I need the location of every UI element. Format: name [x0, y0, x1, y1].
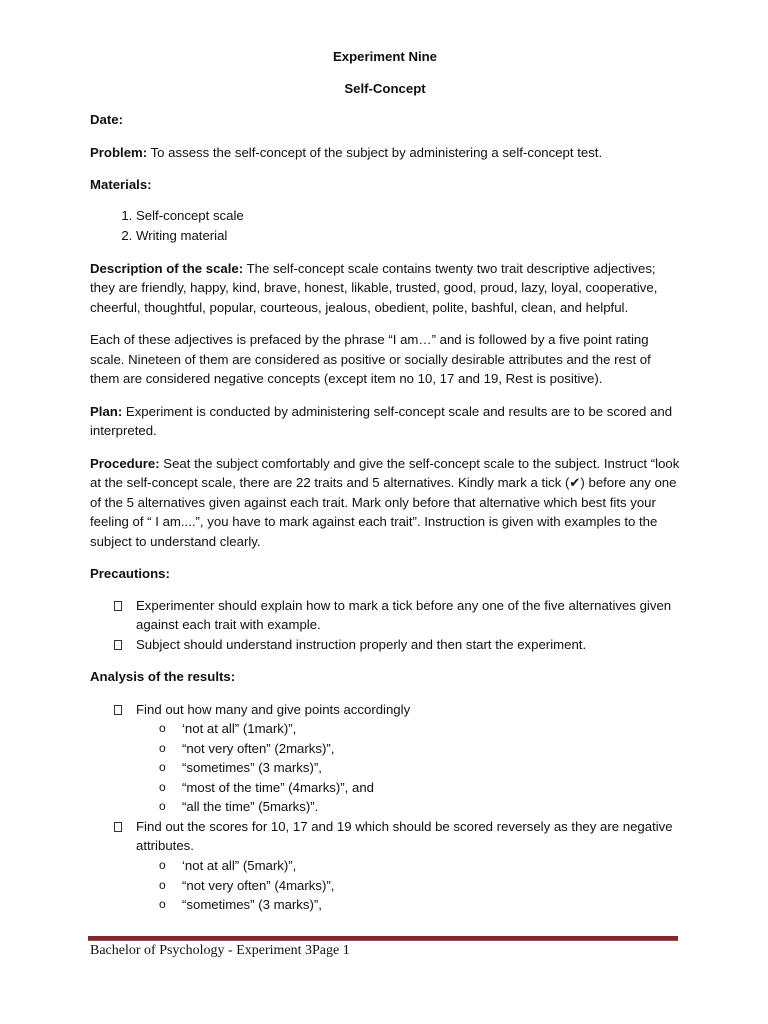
circle-bullet-icon: o	[159, 857, 166, 872]
square-bullet-icon	[114, 640, 122, 650]
scoring-text: “all the time” (5marks)”.	[182, 799, 319, 815]
materials-heading	[90, 175, 680, 195]
list-item	[90, 596, 680, 635]
plan-paragraph	[90, 402, 680, 441]
description-paragraph	[90, 259, 680, 318]
adjectives-paragraph: Each of these adjectives is prefaced by the phrase “I am…” and is followed by a five point rating scale. Nineteen of them are considered as positive or socially desirable attributes and the rest of them are considered negative concepts (except item no 10, 17 and 19, Rest is positive).	[90, 332, 651, 386]
square-bullet-icon	[114, 705, 122, 715]
procedure-label: Procedure:	[90, 455, 160, 471]
date-label: Date:	[90, 112, 123, 127]
circle-bullet-icon: o	[159, 779, 166, 794]
scoring-sublist	[136, 719, 680, 817]
circle-bullet-icon: o	[159, 799, 166, 814]
sub-list-item	[136, 895, 680, 915]
square-bullet-icon	[114, 601, 122, 611]
materials-item: 2. Writing material	[136, 226, 680, 246]
document-page	[90, 47, 680, 928]
sub-list-item	[136, 719, 680, 739]
problem-text: To assess the self-concept of the subject by administering a self-concept test.	[147, 144, 603, 160]
precautions-list	[90, 596, 680, 655]
problem-label: Problem:	[90, 144, 148, 160]
problem-paragraph	[90, 143, 680, 163]
scoring-text: “sometimes” (3 marks)”,	[182, 897, 322, 913]
sub-list-item	[136, 856, 680, 876]
precautions-label: Precautions:	[90, 566, 170, 581]
procedure-text: Seat the subject comfortably and give the self-concept scale to the subject. Instruct “look at the self-concept scale, there are 22 traits and 5 alternatives. Kindly mark a tick (✔) before any one of the 5 alternatives given against each trait. Mark only before that alternative which best fits your feeling of “ I am....”, you have to mark against each trait”. Instruction is given with examples to the subject to understand clearly.	[90, 455, 680, 549]
sub-list-item	[136, 876, 680, 896]
square-bullet-icon	[114, 822, 122, 832]
materials-item: 1. Self-concept scale	[136, 206, 680, 226]
scoring-text: “not very often” (4marks)”,	[182, 877, 335, 893]
sub-list-item	[136, 758, 680, 778]
analysis-item-text: Find out the scores for 10, 17 and 19 which should be scored reversely as they are negative attributes.	[136, 818, 673, 854]
circle-bullet-icon: o	[159, 740, 166, 755]
materials-list	[90, 206, 680, 246]
scoring-text: ‘not at all” (5mark)”,	[182, 857, 297, 873]
reverse-scoring-sublist	[136, 856, 680, 915]
analysis-heading	[90, 667, 680, 687]
list-item	[90, 635, 680, 655]
materials-label: Materials:	[90, 177, 152, 192]
analysis-item-text: Find out how many and give points accordingly	[136, 701, 411, 717]
precaution-text: Experimenter should explain how to mark a tick before any one of the five alternatives given against each trait with example.	[136, 597, 672, 632]
description-text: The self-concept scale contains twenty two trait descriptive adjectives; they are friendly, happy, kind, brave, honest, likable, trusted, good, proud, lazy, loyal, cooperative, cheerful, thoughtful, popular, courteous, jealous, obedient, polite, bashful, clean, and helpful.	[90, 260, 658, 315]
procedure-paragraph	[90, 454, 680, 552]
scoring-text: ‘not at all” (1mark)”,	[182, 721, 297, 736]
circle-bullet-icon: o	[159, 721, 166, 735]
precaution-text: Subject should understand instruction properly and then start the experiment.	[136, 636, 587, 652]
plan-label: Plan:	[90, 403, 123, 419]
analysis-label: Analysis of the results:	[90, 669, 236, 684]
scoring-text: “not very often” (2marks)”,	[182, 740, 335, 756]
page-subtitle: Self-Concept	[344, 81, 426, 96]
circle-bullet-icon: o	[159, 760, 166, 775]
list-item	[90, 817, 680, 915]
circle-bullet-icon: o	[159, 897, 166, 912]
sub-list-item	[136, 778, 680, 798]
page-title: Experiment Nine	[332, 49, 438, 64]
footer-divider	[88, 936, 678, 941]
circle-bullet-icon: o	[159, 877, 166, 892]
scoring-text: “most of the time” (4marks)”, and	[182, 779, 374, 795]
list-item	[90, 700, 680, 817]
page-footer: Bachelor of Psychology - Experiment 3Page 1	[90, 943, 350, 958]
description-label: Description of the scale:	[90, 260, 244, 276]
date-line	[90, 110, 680, 130]
plan-text: Experiment is conducted by administering self-concept scale and results are to be scored and interpreted.	[90, 403, 673, 438]
sub-list-item	[136, 797, 680, 817]
sub-list-item	[136, 739, 680, 759]
precautions-heading	[90, 564, 680, 584]
scoring-text: “sometimes” (3 marks)”,	[182, 760, 322, 776]
analysis-list	[90, 700, 680, 915]
